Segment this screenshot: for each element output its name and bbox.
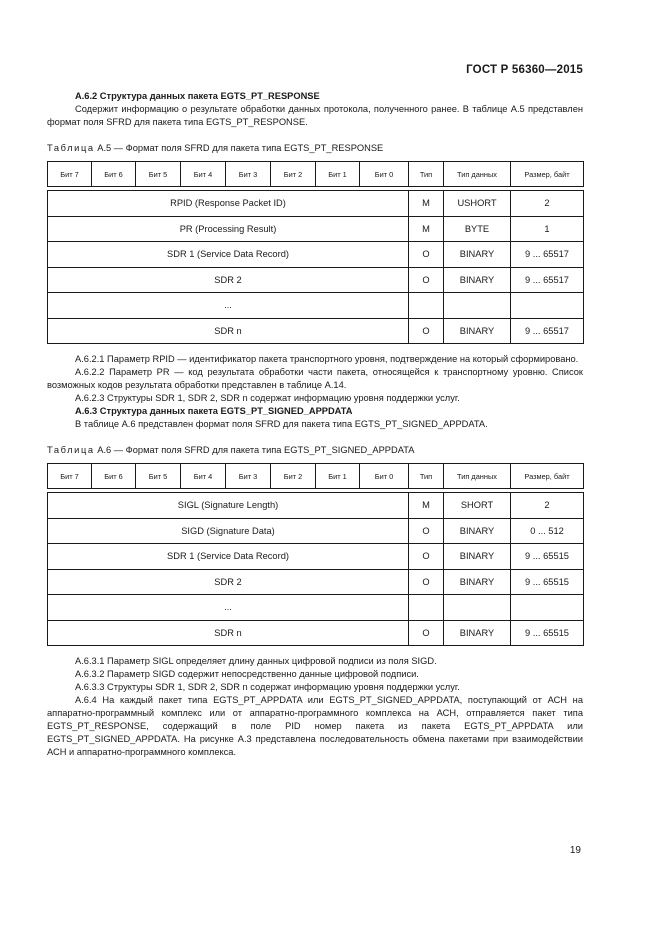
- data-type-cell: SHORT: [444, 493, 511, 519]
- type-cell: [409, 595, 444, 621]
- type-cell: O: [409, 318, 444, 344]
- header-cell: Бит 5: [136, 162, 181, 187]
- header-cell: Размер, байт: [511, 464, 584, 489]
- table-row: [48, 518, 584, 544]
- size-cell: 9 ... 65517: [511, 318, 584, 344]
- table-a5-caption: [47, 142, 583, 155]
- type-cell: [409, 293, 444, 319]
- data-type-cell: [444, 595, 511, 621]
- table-row: [48, 595, 584, 621]
- standard-designation: ГОСТ Р 56360—2015: [466, 64, 583, 76]
- type-cell: O: [409, 569, 444, 595]
- table-row: [48, 620, 584, 646]
- document-body: [47, 90, 583, 759]
- table-a5-header-row: [48, 162, 584, 187]
- header-cell: Тип данных: [444, 464, 511, 489]
- field-name-cell: SDR 1 (Service Data Record): [48, 242, 409, 268]
- data-type-cell: BINARY: [444, 544, 511, 570]
- data-type-cell: USHORT: [444, 191, 511, 217]
- size-cell: [511, 595, 584, 621]
- table-a6-header-row: [48, 464, 584, 489]
- table-row: [48, 216, 584, 242]
- field-name-cell: SDR n: [48, 620, 409, 646]
- size-cell: 2: [511, 493, 584, 519]
- field-name-cell: PR (Processing Result): [48, 216, 409, 242]
- data-type-cell: BINARY: [444, 518, 511, 544]
- size-cell: 1: [511, 216, 584, 242]
- table-row: [48, 293, 584, 319]
- header-cell: Бит 2: [271, 162, 316, 187]
- type-cell: M: [409, 216, 444, 242]
- table-row: [48, 569, 584, 595]
- header-cell: Бит 4: [181, 464, 226, 489]
- header-cell: Бит 1: [316, 464, 360, 489]
- type-cell: O: [409, 518, 444, 544]
- field-name-cell: SIGL (Signature Length): [48, 493, 409, 519]
- size-cell: 0 ... 512: [511, 518, 584, 544]
- table-a5-caption-text: А.5 — Формат поля SFRD для пакета типа EGTS_PT_RESPONSE: [94, 143, 384, 153]
- header-cell: Бит 4: [181, 162, 226, 187]
- header-cell: Бит 6: [92, 464, 136, 489]
- table-a6-caption: [47, 444, 583, 457]
- data-type-cell: BINARY: [444, 569, 511, 595]
- page-number: 19: [569, 845, 581, 856]
- para-a622: А.6.2.2 Параметр PR — код результата обработки части пакета, относящейся к транспортному уровню. Список возможных кодов результата обработки представлен в таблице А.14.: [47, 367, 583, 390]
- section-a62-heading: А.6.2 Структура данных пакета EGTS_PT_RESPONSE: [75, 91, 320, 101]
- data-type-cell: BINARY: [444, 267, 511, 293]
- field-name-cell: ...: [48, 293, 409, 319]
- para-a64: А.6.4 На каждый пакет типа EGTS_PT_APPDATA или EGTS_PT_SIGNED_APPDATA, поступающий от АСН на аппаратно-программный комплекс или от аппаратно-программного комплекса на АСН, отправляется пакет типа EGTS_PT_RESPONSE, содержащий в поле PID номер пакета из пакета EGTS_PT_APPDATA или EGTS_PT_SIGNED_APPDATA. На рисунке А.3 представлена последовательность обмена пакетами при взаимодействии АСН и аппаратно-программного комплекса.: [47, 695, 583, 757]
- table-a5: [47, 161, 584, 344]
- header-cell: Размер, байт: [511, 162, 584, 187]
- field-name-cell: SDR 2: [48, 569, 409, 595]
- data-type-cell: BYTE: [444, 216, 511, 242]
- type-cell: O: [409, 267, 444, 293]
- field-name-cell: ...: [48, 595, 409, 621]
- type-cell: O: [409, 620, 444, 646]
- size-cell: 9 ... 65515: [511, 569, 584, 595]
- table-a6: [47, 463, 584, 646]
- header-cell: Бит 6: [92, 162, 136, 187]
- table-a6-caption-prefix: Таблица: [47, 445, 95, 455]
- table-row: [48, 544, 584, 570]
- size-cell: 9 ... 65517: [511, 242, 584, 268]
- field-name-cell: RPID (Response Packet ID): [48, 191, 409, 217]
- header-cell: Бит 0: [360, 162, 409, 187]
- header-cell: Бит 1: [316, 162, 360, 187]
- header-cell: Тип данных: [444, 162, 511, 187]
- size-cell: 2: [511, 191, 584, 217]
- data-type-cell: [444, 293, 511, 319]
- para-a632: А.6.3.2 Параметр SIGD содержит непосредственно данные цифровой подписи.: [75, 669, 419, 679]
- header-cell: Бит 3: [226, 162, 271, 187]
- table-row: [48, 267, 584, 293]
- header-cell: Бит 5: [136, 464, 181, 489]
- field-name-cell: SDR 1 (Service Data Record): [48, 544, 409, 570]
- header-cell: Бит 7: [48, 464, 92, 489]
- para-a623: А.6.2.3 Структуры SDR 1, SDR 2, SDR n содержат информацию уровня поддержки услуг.: [75, 393, 460, 403]
- type-cell: O: [409, 242, 444, 268]
- header-cell: Бит 7: [48, 162, 92, 187]
- data-type-cell: BINARY: [444, 318, 511, 344]
- header-cell: Бит 2: [271, 464, 316, 489]
- table-a5-caption-prefix: Таблица: [47, 143, 95, 153]
- table-a6-caption-text: А.6 — Формат поля SFRD для пакета типа EGTS_PT_SIGNED_APPDATA: [94, 445, 415, 455]
- size-cell: 9 ... 65515: [511, 620, 584, 646]
- section-a63-intro: В таблице А.6 представлен формат поля SFRD для пакета типа EGTS_PT_SIGNED_APPDATA.: [75, 419, 488, 429]
- table-row: [48, 318, 584, 344]
- table-row: [48, 242, 584, 268]
- para-a631: А.6.3.1 Параметр SIGL определяет длину данных цифровой подписи из поля SIGD.: [75, 656, 437, 666]
- data-type-cell: BINARY: [444, 242, 511, 268]
- para-a621: А.6.2.1 Параметр RPID — идентификатор пакета транспортного уровня, подтверждение на который сформировано.: [75, 354, 579, 364]
- field-name-cell: SDR n: [48, 318, 409, 344]
- size-cell: 9 ... 65515: [511, 544, 584, 570]
- table-row: [48, 191, 584, 217]
- type-cell: O: [409, 544, 444, 570]
- header-cell: Бит 0: [360, 464, 409, 489]
- field-name-cell: SDR 2: [48, 267, 409, 293]
- field-name-cell: SIGD (Signature Data): [48, 518, 409, 544]
- type-cell: M: [409, 493, 444, 519]
- header-cell: Тип: [409, 162, 444, 187]
- table-row: [48, 493, 584, 519]
- header-cell: Тип: [409, 464, 444, 489]
- size-cell: 9 ... 65517: [511, 267, 584, 293]
- para-a633: А.6.3.3 Структуры SDR 1, SDR 2, SDR n содержат информацию уровня поддержки услуг.: [75, 682, 460, 692]
- size-cell: [511, 293, 584, 319]
- header-cell: Бит 3: [226, 464, 271, 489]
- section-a63-heading: А.6.3 Структура данных пакета EGTS_PT_SIGNED_APPDATA: [75, 406, 353, 416]
- section-a62-intro: Содержит информацию о результате обработки данных протокола, полученного ранее. В таблице А.5 представлен формат поля SFRD для пакета типа EGTS_PT_RESPONSE.: [47, 104, 583, 127]
- data-type-cell: BINARY: [444, 620, 511, 646]
- type-cell: M: [409, 191, 444, 217]
